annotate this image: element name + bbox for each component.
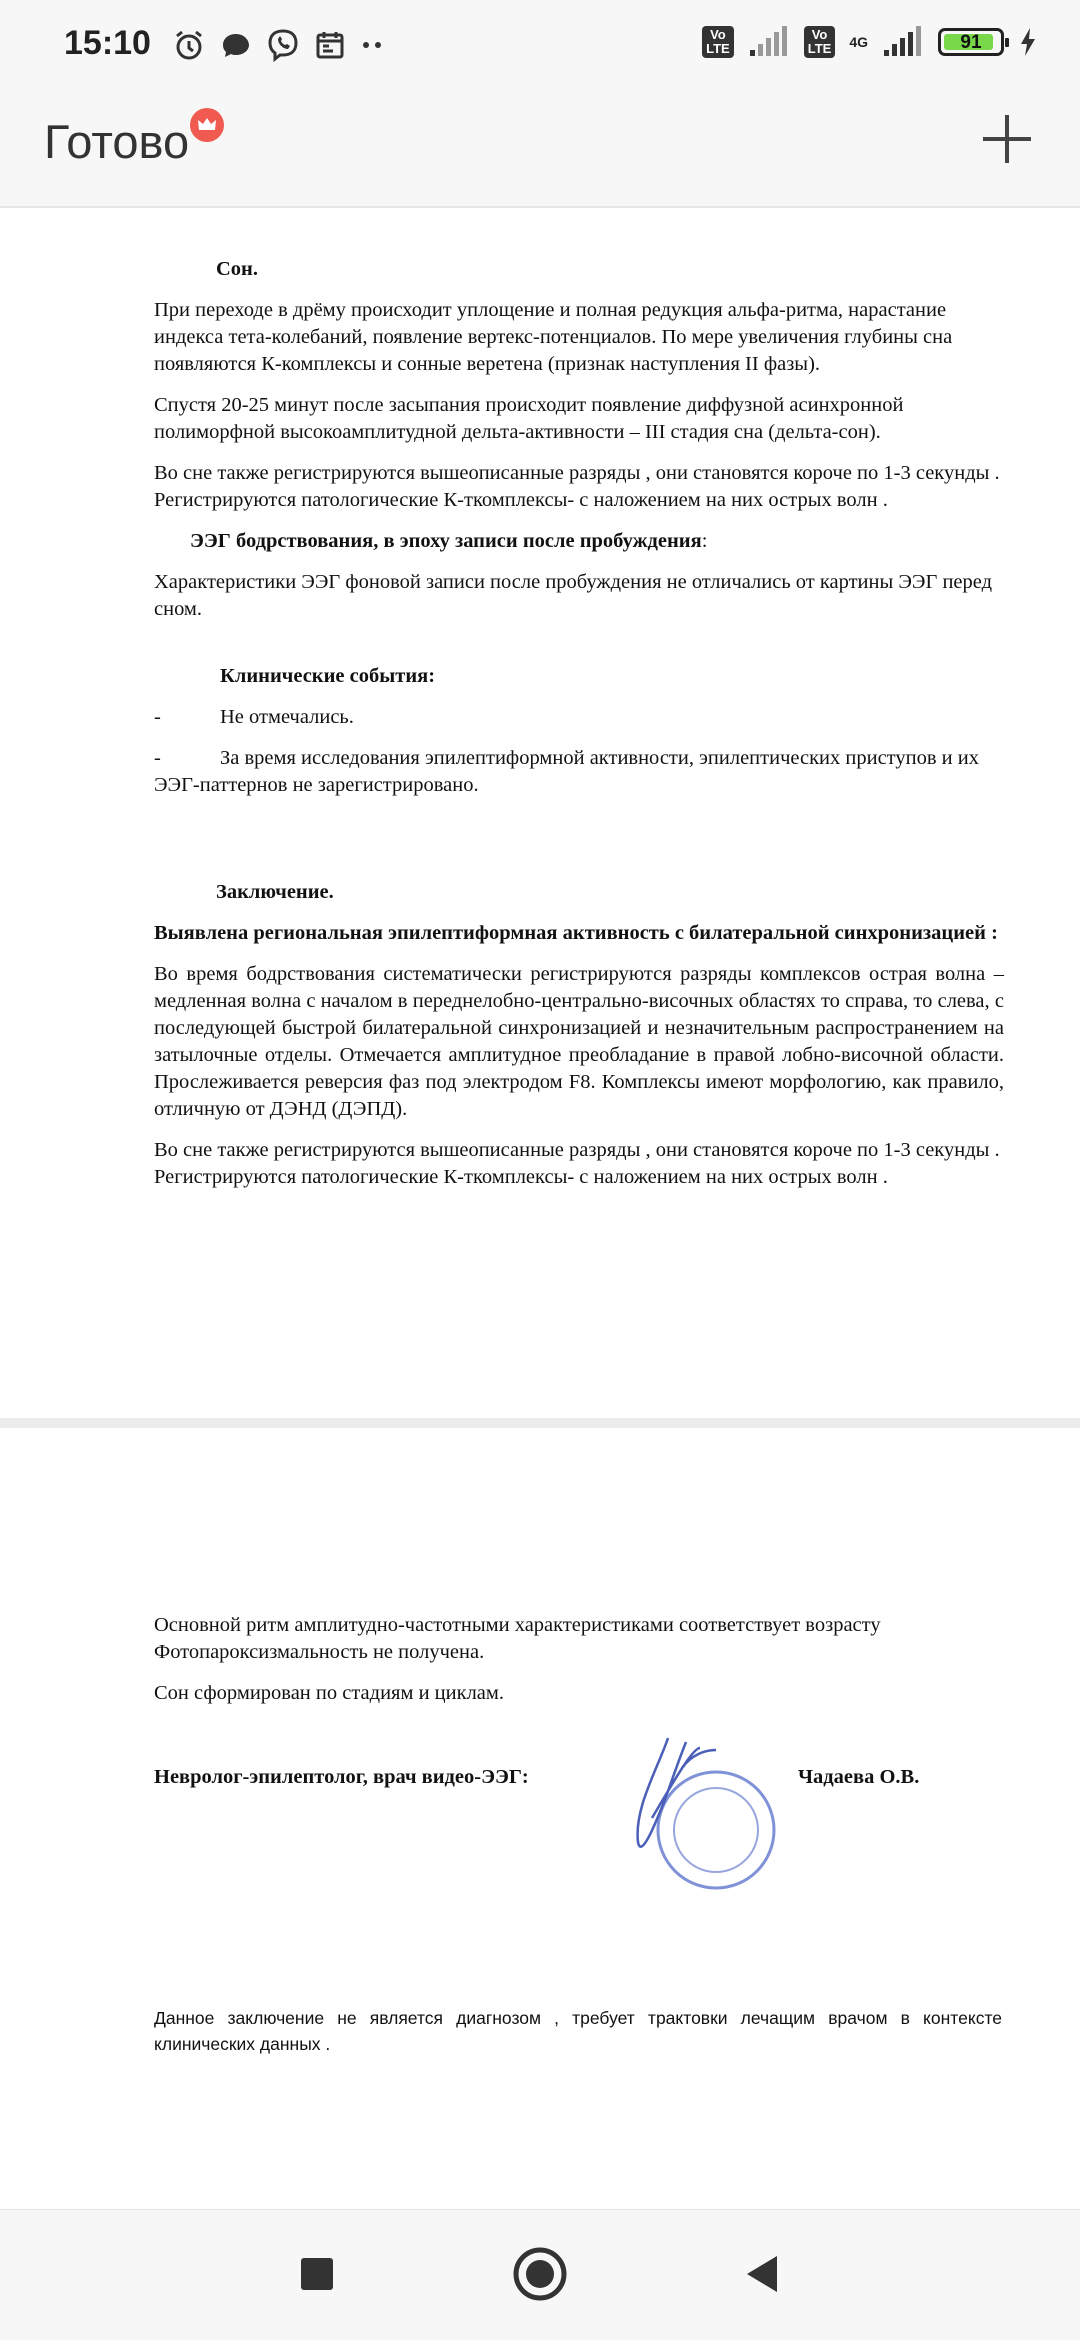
sleep-paragraph-2: Спустя 20-25 минут после засыпания происходит появление диффузной асинхронной полиморфной высокоамплитудной дельта-активности – III стадия сна (дельта-сон). bbox=[154, 394, 904, 443]
conclusion-paragraph-1: Во время бодрствования систематически регистрируются разряды комплексов острая волна – медленная волна с началом в переднелобно-центрально-височных областях то справа, то слева, с последующей быстрой билатеральной синхронизацией и незначительным распространением на затылочные отделы. Отмечается амплитудное преобладание в правой лобно-височной области. Прослеживается реверсия фаз под электродом F8. Комплексы имеют морфологию, как правило, отличную от ДЭНД (ДЭПД). bbox=[154, 963, 1004, 1120]
square-recents-icon[interactable] bbox=[285, 2242, 349, 2306]
conclusion-bold: Выявлена региональная эпилептиформная активность с билатеральной синхронизацией : bbox=[154, 922, 998, 944]
battery-icon bbox=[938, 28, 1004, 56]
system-indicators bbox=[702, 26, 1038, 58]
more-dots-icon bbox=[360, 29, 386, 61]
done-button[interactable]: Готово bbox=[44, 115, 190, 168]
battery-level: 91 bbox=[960, 32, 982, 53]
clinical-item-2 bbox=[154, 745, 1004, 799]
signature-stamp-icon bbox=[612, 1728, 792, 1908]
page-separator bbox=[0, 1418, 1080, 1428]
network-label: 4G bbox=[849, 34, 868, 50]
calendar-icon bbox=[314, 29, 346, 61]
status-bar bbox=[0, 0, 1080, 92]
clinical-item-1-text: Не отмечались. bbox=[220, 706, 354, 728]
sleep-paragraph-3: Во сне также регистрируются вышеописанные разряды , они становятся короче по 1-3 секунды . Регистрируются патологические К-ткомплексы- с наложением на них острых волн . bbox=[154, 462, 1000, 511]
document-page-1 bbox=[154, 256, 1004, 1205]
conclusion-heading: Заключение. bbox=[216, 881, 334, 903]
circle-home-icon[interactable] bbox=[508, 2242, 572, 2306]
clinical-item-2-text: За время исследования эпилептиформной активности, эпилептических приступов и их ЭЭГ-паттернов не зарегистрировано. bbox=[154, 747, 979, 796]
plus-icon[interactable] bbox=[980, 112, 1034, 166]
triangle-back-icon[interactable] bbox=[731, 2242, 795, 2306]
conclusion-paragraph-2: Во сне также регистрируются вышеописанные разряды , они становятся короче по 1-3 секунды . Регистрируются патологические К-ткомплексы- с наложением на них острых волн . bbox=[154, 1139, 1000, 1188]
clinical-item-2-dash: - bbox=[154, 747, 161, 769]
awake-heading-text: ЭЭГ бодрствования, в эпоху записи после пробуждения bbox=[190, 530, 702, 552]
charging-icon bbox=[1018, 26, 1038, 58]
signer-role: Невролог-эпилептолог, врач видео-ЭЭГ: bbox=[154, 1766, 529, 1788]
document-page-2 bbox=[154, 1612, 1004, 1721]
network-4g bbox=[849, 34, 868, 50]
signal-icon bbox=[748, 26, 790, 58]
crown-icon[interactable] bbox=[190, 108, 224, 142]
main-rhythm-line: Основной ритм амплитудно-частотными характеристиками соответствует возрасту bbox=[154, 1614, 881, 1636]
volte-badge-2: Vo LTE bbox=[804, 26, 836, 58]
signal-icon-2 bbox=[882, 26, 924, 58]
photoparoxysmal-line: Фотопароксизмальность не получена. bbox=[154, 1641, 485, 1663]
sleep-paragraph-1: При переходе в дрёму происходит уплощение и полная редукция альфа-ритма, нарастание индекса тета-колебаний, появление вертекс-потенциалов. По мере увеличения глубины сна появляются К-комплексы и сонные веретена (признак наступления II фазы). bbox=[154, 299, 953, 375]
alarm-icon bbox=[172, 28, 206, 62]
sleep-heading: Сон. bbox=[216, 258, 258, 280]
navigation-bar bbox=[0, 2209, 1080, 2340]
clinical-item-1-dash: - bbox=[154, 706, 161, 728]
signer-name: Чадаева О.В. bbox=[798, 1766, 920, 1788]
clinical-item-1 bbox=[154, 704, 1004, 731]
chat-bubble-icon bbox=[220, 29, 252, 61]
awake-heading bbox=[154, 528, 1004, 555]
app-toolbar bbox=[0, 92, 1080, 208]
awake-paragraph: Характеристики ЭЭГ фоновой записи после пробуждения не отличались от картины ЭЭГ перед сном. bbox=[154, 571, 993, 620]
status-time: 15:10 bbox=[64, 24, 151, 62]
sleep-formed-line: Сон сформирован по стадиям и циклам. bbox=[154, 1682, 504, 1704]
notification-icons bbox=[172, 28, 386, 62]
disclaimer-text: Данное заключение не является диагнозом , требует трактовки лечащим врачом в контексте клинических данных . bbox=[154, 2008, 1002, 2054]
clinical-heading: Клинические события: bbox=[220, 665, 436, 687]
volte-badge-1: Vo LTE bbox=[702, 26, 734, 58]
viber-icon bbox=[266, 28, 300, 62]
awake-heading-colon: : bbox=[701, 530, 708, 552]
